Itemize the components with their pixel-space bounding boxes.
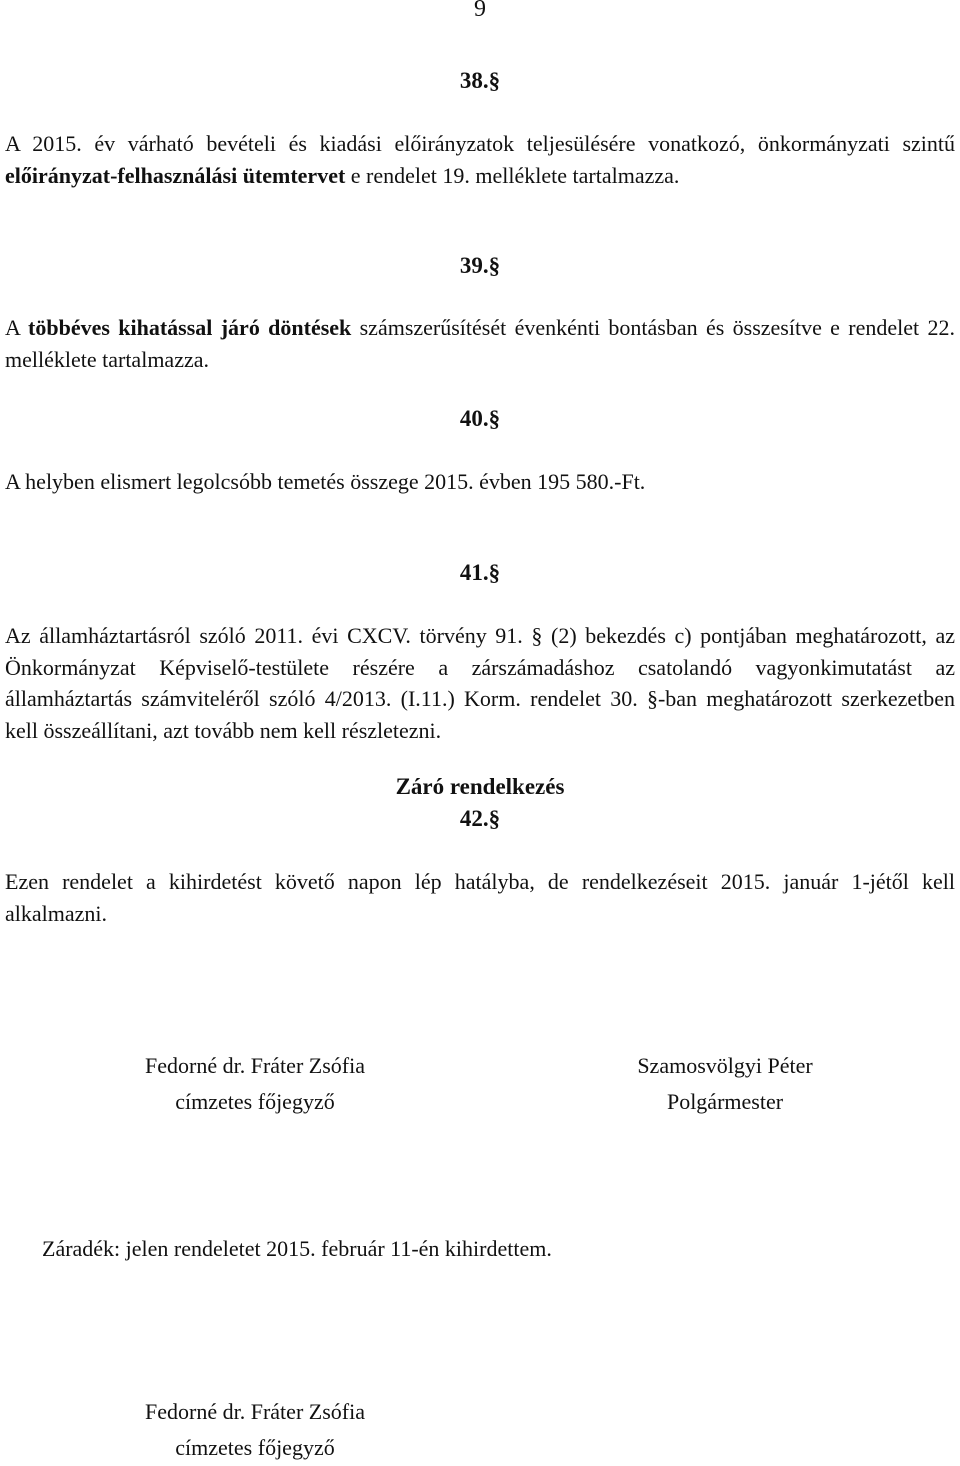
signature-right-name: Szamosvölgyi Péter [637,1053,813,1078]
signature-right-role: Polgármester [666,1089,784,1114]
closing-note: Záradék: jelen rendeletet 2015. február 11-én kihirdettem. [42,1236,552,1261]
section-text-39-end: számszerűsítését évenkénti bontásban és összesítve e rendelet 22. melléklete tartalmazza. [5,315,955,372]
signature-left-name: Fedorné dr. Fráter Zsófia [145,1053,365,1078]
page-number: 9 [474,0,486,22]
final-signature-role: címzetes főjegyző [175,1435,335,1460]
final-signature [90,1394,420,1466]
section-heading-41: 41.§ [459,560,501,585]
section-text-41: Az államháztartásról szóló 2011. évi CXCV. törvény 91. § (2) bekezdés c) pontjában meghatározott, az Önkormányzat Képviselő-testülete részére a zárszámadáshoz csatolandó vagyonkimutatást az államháztartás számviteléről szóló 4/2013. (I.11.) Korm. rendelet 30. §-ban meghatározott szerkezetben kell összeállítani, azt tovább nem kell részletezni. [5,623,955,743]
signature-right [590,1048,860,1120]
final-signature-name: Fedorné dr. Fráter Zsófia [145,1399,365,1424]
section-text-42: Ezen rendelet a kihirdetést követő napon lép hatályba, de rendelkezéseit 2015. január 1-jétől kell alkalmazni. [5,869,955,926]
section-text-39-bold: többéves kihatással járó döntések [28,315,352,340]
section-heading-38: 38.§ [459,68,501,93]
closing-title: Záró rendelkezés [395,774,565,799]
section-heading-39: 39.§ [459,253,501,278]
section-heading-40: 40.§ [459,406,501,431]
section-text-39 [5,312,955,375]
section-text-38-bold: előirányzat-felhasználási ütemtervet [5,162,346,188]
section-text-38 [5,128,955,191]
section-text-40: A helyben elismert legolcsóbb temetés összege 2015. évben 195 580.-Ft. [5,469,646,494]
section-text-38-end: e rendelet 19. melléklete tartalmazza. [345,162,680,188]
section-heading-42: 42.§ [459,806,501,831]
signature-left [90,1048,420,1120]
signature-left-role: címzetes főjegyző [175,1089,335,1114]
section-text-39-start: A [5,315,29,340]
section-text-38-start: A 2015. év várható bevételi és kiadási előirányzatok teljesülésére vonatkozó, önkormányzati szintű [5,131,955,156]
